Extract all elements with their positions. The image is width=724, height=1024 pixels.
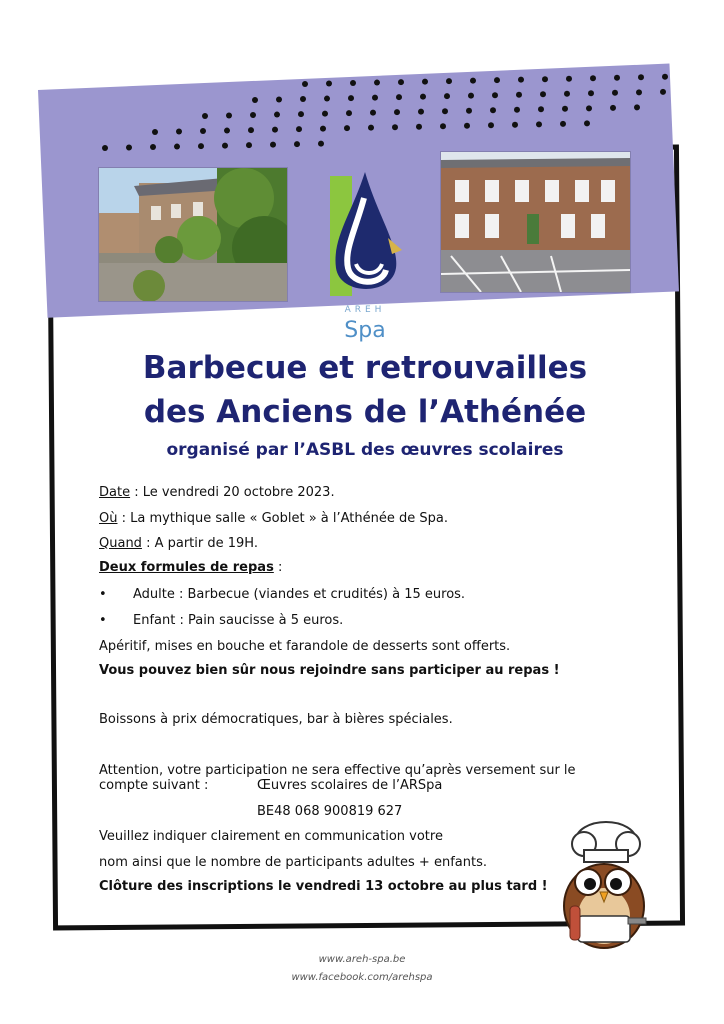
title-line-1: Barbecue et retrouvailles bbox=[142, 350, 588, 386]
formulas-suffix: : bbox=[273, 560, 283, 575]
decor-dot bbox=[466, 108, 472, 114]
decor-dot bbox=[468, 93, 474, 99]
decor-dot bbox=[222, 143, 228, 149]
decor-dot bbox=[374, 80, 380, 86]
decor-dot bbox=[298, 111, 304, 117]
decor-dot bbox=[368, 125, 374, 131]
payment-line-2: compte suivant : bbox=[99, 778, 209, 793]
decor-dot bbox=[372, 95, 378, 101]
decor-dot bbox=[350, 80, 356, 86]
account-name: Œuvres scolaires de l’ARSpa bbox=[257, 778, 443, 793]
date-value: : Le vendredi 20 octobre 2023. bbox=[130, 485, 335, 500]
join-note: Vous pouvez bien sûr nous rejoindre sans participer au repas ! bbox=[99, 663, 560, 678]
decor-dot bbox=[584, 120, 590, 126]
decor-dot bbox=[416, 124, 422, 130]
decor-dot bbox=[516, 92, 522, 98]
decor-dot bbox=[224, 128, 230, 134]
decor-dot bbox=[322, 111, 328, 117]
instructions-line-1: Veuillez indiquer clairement en communication votre bbox=[99, 829, 443, 844]
decor-dot bbox=[418, 109, 424, 115]
decor-dot bbox=[246, 142, 252, 148]
logo-text-spa: Spa bbox=[344, 318, 386, 343]
where-label: Où bbox=[99, 511, 118, 526]
decor-dot bbox=[490, 107, 496, 113]
when-value: : A partir de 19H. bbox=[141, 536, 258, 551]
instructions-line-2: nom ainsi que le nombre de participants adultes + enfants. bbox=[99, 855, 487, 870]
decor-dot bbox=[612, 90, 618, 96]
decor-dot bbox=[588, 90, 594, 96]
decor-dot bbox=[272, 127, 278, 133]
where-value: : La mythique salle « Goblet » à l’Athénée de Spa. bbox=[117, 511, 448, 526]
decor-dot bbox=[562, 106, 568, 112]
detail-where bbox=[99, 511, 639, 527]
formula-child: Enfant : Pain saucisse à 5 euros. bbox=[133, 613, 344, 628]
areh-spa-logo bbox=[322, 168, 408, 343]
decor-dot bbox=[634, 104, 640, 110]
decor-dot bbox=[538, 106, 544, 112]
page-title bbox=[60, 346, 670, 434]
decor-dot bbox=[614, 75, 620, 81]
decor-dot bbox=[200, 128, 206, 134]
decor-dot bbox=[346, 110, 352, 116]
logo-text-areh: AREH bbox=[344, 305, 386, 315]
decor-dot bbox=[396, 94, 402, 100]
decor-dot bbox=[176, 129, 182, 135]
decor-dot bbox=[318, 141, 324, 147]
decor-dot bbox=[250, 112, 256, 118]
decor-dot bbox=[274, 112, 280, 118]
date-label: Date bbox=[99, 485, 131, 500]
decor-dot bbox=[344, 125, 350, 131]
decor-dot bbox=[590, 75, 596, 81]
photo-garden-courtyard bbox=[99, 168, 287, 301]
page-subtitle: organisé par l’ASBL des œuvres scolaires bbox=[166, 440, 564, 460]
decor-dot bbox=[566, 76, 572, 82]
decor-dot bbox=[248, 127, 254, 133]
decor-dot bbox=[276, 97, 282, 103]
decor-dot bbox=[174, 144, 180, 150]
decor-dot bbox=[398, 79, 404, 85]
decor-dot bbox=[492, 92, 498, 98]
decor-dot bbox=[202, 113, 208, 119]
detail-when bbox=[99, 536, 639, 552]
decor-dot bbox=[586, 105, 592, 111]
when-label: Quand bbox=[99, 536, 142, 551]
decor-dot bbox=[636, 89, 642, 95]
formula-adult: Adulte : Barbecue (viandes et crudités) à 15 euros. bbox=[133, 587, 466, 602]
decor-dot bbox=[394, 109, 400, 115]
footer-website[interactable]: www.areh-spa.be bbox=[318, 954, 406, 965]
decor-dot bbox=[294, 141, 300, 147]
decor-dot bbox=[446, 78, 452, 84]
decor-dot bbox=[326, 81, 332, 87]
decor-dot bbox=[518, 77, 524, 83]
decor-dot bbox=[564, 91, 570, 97]
formulas-label: Deux formules de repas bbox=[99, 560, 274, 575]
account-iban: BE48 068 900819 627 bbox=[257, 804, 403, 819]
decor-dot bbox=[494, 77, 500, 83]
decor-dot bbox=[392, 124, 398, 130]
decor-dot bbox=[252, 97, 258, 103]
decor-dot bbox=[638, 74, 644, 80]
decor-dot bbox=[536, 121, 542, 127]
drinks-note: Boissons à prix démocratiques, bar à bières spéciales. bbox=[99, 712, 453, 727]
decor-dot bbox=[296, 126, 302, 132]
bullet-child: • bbox=[99, 613, 107, 628]
decor-dot bbox=[442, 108, 448, 114]
decor-dot bbox=[152, 129, 158, 135]
decor-dot bbox=[512, 122, 518, 128]
deadline-note: Clôture des inscriptions le vendredi 13 octobre au plus tard ! bbox=[99, 879, 548, 894]
owl-chef-mascot-icon bbox=[548, 818, 658, 950]
decor-dot bbox=[444, 93, 450, 99]
aperitif-note: Apéritif, mises en bouche et farandole de desserts sont offerts. bbox=[99, 639, 511, 654]
title-line-2: des Anciens de l’Athénée bbox=[143, 394, 587, 430]
decor-dot bbox=[150, 144, 156, 150]
decor-dot bbox=[226, 113, 232, 119]
payment-line-1: Attention, votre participation ne sera effective qu’après versement sur le bbox=[99, 763, 576, 778]
decor-dot bbox=[102, 145, 108, 151]
decor-dot bbox=[542, 76, 548, 82]
decor-dot bbox=[420, 94, 426, 100]
decor-dot bbox=[662, 74, 668, 80]
detail-date bbox=[99, 485, 639, 501]
decor-dot bbox=[300, 96, 306, 102]
bullet-adult: • bbox=[99, 587, 107, 602]
decor-dot bbox=[514, 107, 520, 113]
decor-dot bbox=[440, 123, 446, 129]
decor-dot bbox=[302, 81, 308, 87]
decor-dot bbox=[198, 143, 204, 149]
dot-pattern bbox=[0, 0, 724, 160]
decor-dot bbox=[610, 105, 616, 111]
decor-dot bbox=[324, 96, 330, 102]
detail-formulas bbox=[99, 560, 639, 576]
decor-dot bbox=[348, 95, 354, 101]
photo-school-building bbox=[441, 152, 630, 292]
decor-dot bbox=[422, 79, 428, 85]
decor-dot bbox=[464, 123, 470, 129]
decor-dot bbox=[270, 142, 276, 148]
decor-dot bbox=[540, 91, 546, 97]
decor-dot bbox=[488, 122, 494, 128]
decor-dot bbox=[370, 110, 376, 116]
decor-dot bbox=[560, 121, 566, 127]
decor-dot bbox=[660, 89, 666, 95]
decor-dot bbox=[320, 126, 326, 132]
footer-facebook[interactable]: www.facebook.com/arehspa bbox=[291, 972, 433, 983]
decor-dot bbox=[470, 78, 476, 84]
decor-dot bbox=[126, 145, 132, 151]
